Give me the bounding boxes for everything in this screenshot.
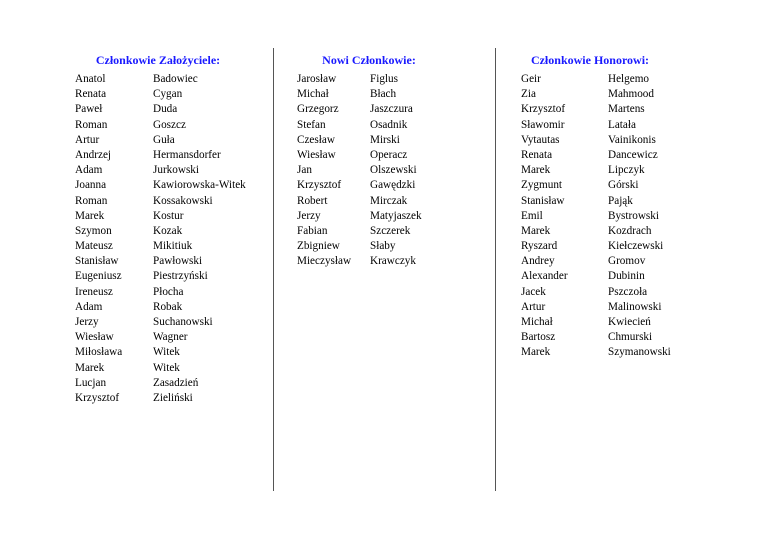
member-first-name: Emil <box>521 209 543 222</box>
member-last-name: Gawędzki <box>370 179 416 192</box>
member-first-name: Roman <box>75 194 108 207</box>
member-last-name: Zieliński <box>153 391 193 404</box>
member-last-name: Wagner <box>153 331 188 344</box>
member-last-name: Bystrowski <box>608 209 659 222</box>
member-first-name: Geir <box>521 73 541 85</box>
member-first-name: Miłosława <box>75 346 123 359</box>
member-first-name: Vytautas <box>521 133 560 146</box>
column-title: Nowi Członkowie: <box>322 53 416 67</box>
member-last-name: Kwiecień <box>608 316 651 328</box>
member-first-name: Mateusz <box>75 240 113 253</box>
member-first-name: Jerzy <box>297 209 321 222</box>
member-last-name: Kozak <box>153 224 183 237</box>
member-last-name: Mirczak <box>370 194 408 207</box>
member-first-name: Marek <box>521 164 551 177</box>
member-first-name: Alexander <box>521 270 568 283</box>
member-last-name: Kostur <box>153 209 184 222</box>
member-first-name: Jan <box>297 164 312 177</box>
member-first-name: Lucjan <box>75 376 107 389</box>
member-last-name: Latała <box>608 118 636 131</box>
member-last-name: Hermansdorfer <box>153 148 221 161</box>
member-last-name: Operacz <box>370 148 408 161</box>
member-last-name: Vainikonis <box>608 133 656 146</box>
member-first-name: Eugeniusz <box>75 270 122 283</box>
member-last-name: Witek <box>153 346 180 359</box>
member-first-name: Andrey <box>521 255 555 268</box>
member-first-name: Adam <box>75 164 103 177</box>
member-last-name: Mirski <box>370 133 400 146</box>
member-first-name: Stefan <box>297 118 326 131</box>
member-last-name: Mahmood <box>608 88 654 101</box>
member-first-name: Stanisław <box>521 194 565 207</box>
member-last-name: Kiełczewski <box>608 240 664 253</box>
member-last-name: Płocha <box>153 285 184 298</box>
member-first-name: Ireneusz <box>75 285 113 298</box>
member-last-name: Kawiorowska-Witek <box>153 179 246 192</box>
member-first-name: Robert <box>297 194 328 207</box>
member-first-name: Grzegorz <box>297 103 339 116</box>
member-last-name: Suchanowski <box>153 316 213 328</box>
member-last-name: Kozdrach <box>608 224 652 237</box>
member-first-name: Wiesław <box>297 148 336 161</box>
member-last-name: Goszcz <box>153 118 186 131</box>
member-first-name: Adam <box>75 300 103 313</box>
member-last-name: Witek <box>153 361 180 374</box>
member-first-name: Marek <box>75 209 105 222</box>
member-last-name: Duda <box>153 103 178 116</box>
member-first-name: Roman <box>75 118 108 131</box>
member-last-name: Lipczyk <box>608 164 645 177</box>
member-last-name: Pszczoła <box>608 285 648 298</box>
member-last-name: Krawczyk <box>370 255 416 268</box>
member-first-name: Mieczysław <box>297 255 352 268</box>
member-first-name: Marek <box>75 361 105 374</box>
member-first-name: Michał <box>297 88 329 101</box>
member-last-name: Cygan <box>153 88 183 101</box>
member-last-name: Mikitiuk <box>153 240 193 253</box>
member-last-name: Helgemo <box>608 73 650 85</box>
member-last-name: Szczerek <box>370 224 411 237</box>
member-first-name: Jarosław <box>297 73 337 85</box>
member-last-name: Matyjaszek <box>370 209 422 222</box>
member-first-name: Krzysztof <box>75 391 120 404</box>
member-first-name: Jerzy <box>75 316 99 328</box>
member-last-name: Badowiec <box>153 73 198 85</box>
member-first-name: Bartosz <box>521 331 556 344</box>
member-first-name: Artur <box>75 133 100 146</box>
member-last-name: Zasadzień <box>153 376 199 389</box>
member-first-name: Andrzej <box>75 148 112 161</box>
member-first-name: Marek <box>521 224 551 237</box>
member-last-name: Martens <box>608 103 645 116</box>
member-first-name: Jacek <box>521 285 546 298</box>
member-first-name: Czesław <box>297 133 335 146</box>
member-last-name: Szymanowski <box>608 346 671 359</box>
member-last-name: Figlus <box>370 73 398 85</box>
member-first-name: Anatol <box>75 73 106 85</box>
member-first-name: Joanna <box>75 179 107 192</box>
member-first-name: Sławomir <box>521 118 565 131</box>
member-last-name: Robak <box>153 300 183 313</box>
member-first-name: Wiesław <box>75 331 114 344</box>
member-last-name: Jurkowski <box>153 164 199 177</box>
member-first-name: Fabian <box>297 224 328 237</box>
member-first-name: Zia <box>521 88 536 101</box>
member-last-name: Kossakowski <box>153 194 213 207</box>
member-first-name: Michał <box>521 316 553 328</box>
divider-2 <box>495 48 496 491</box>
member-last-name: Dancewicz <box>608 148 658 161</box>
member-last-name: Dubinin <box>608 270 645 283</box>
member-last-name: Gromov <box>608 255 646 268</box>
member-last-name: Malinowski <box>608 300 662 313</box>
member-first-name: Zbigniew <box>297 240 340 253</box>
member-first-name: Szymon <box>75 224 112 237</box>
member-last-name: Olszewski <box>370 164 417 177</box>
member-first-name: Artur <box>521 300 546 313</box>
member-last-name: Chmurski <box>608 331 653 344</box>
member-first-name: Renata <box>75 88 107 101</box>
member-first-name: Marek <box>521 346 551 359</box>
member-last-name: Górski <box>608 179 639 192</box>
column-title: Członkowie Honorowi: <box>530 53 650 67</box>
divider-1 <box>273 48 274 491</box>
member-last-name: Piestrzyński <box>153 270 208 283</box>
member-last-name: Jaszczura <box>370 103 413 116</box>
member-first-name: Paweł <box>75 103 103 116</box>
column-title: Członkowie Założyciele: <box>95 53 221 67</box>
member-first-name: Renata <box>521 148 553 161</box>
member-last-name: Guła <box>153 133 175 146</box>
member-first-name: Krzysztof <box>521 103 566 116</box>
member-first-name: Stanisław <box>75 255 119 268</box>
member-first-name: Krzysztof <box>297 179 342 192</box>
member-first-name: Zygmunt <box>521 179 563 192</box>
member-last-name: Błach <box>370 88 397 101</box>
member-first-name: Ryszard <box>521 240 558 253</box>
member-last-name: Pawłowski <box>153 255 203 268</box>
member-last-name: Pająk <box>608 194 633 207</box>
member-last-name: Słaby <box>370 240 396 253</box>
member-last-name: Osadnik <box>370 118 408 131</box>
